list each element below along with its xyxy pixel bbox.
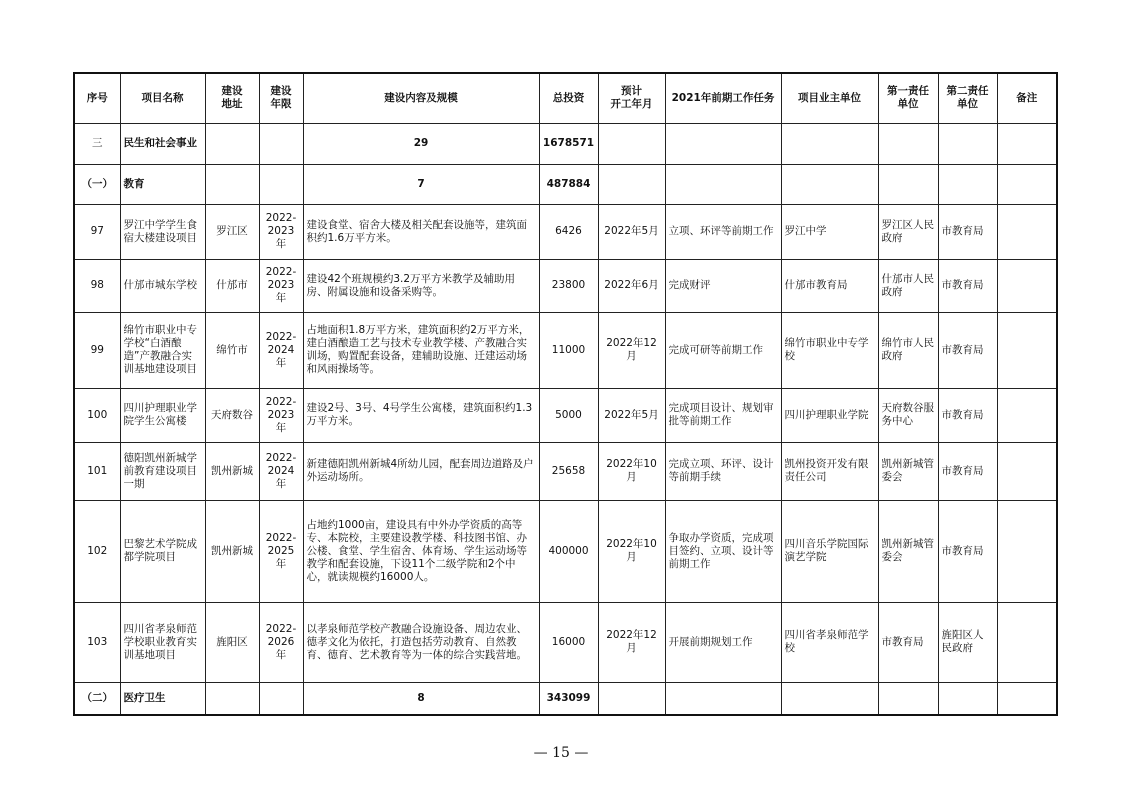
row-investment: 6426 <box>539 204 598 259</box>
subsection-seq: （一） <box>74 164 120 204</box>
section-count: 29 <box>303 123 539 164</box>
header-name: 项目名称 <box>120 73 205 123</box>
row-first: 绵竹市人民政府 <box>878 312 938 388</box>
row-period: 2022- 2024年 <box>259 442 303 500</box>
row-tasks: 完成财评 <box>665 259 781 312</box>
row-name: 巴黎艺术学院成都学院项目 <box>120 500 205 602</box>
table-row <box>74 442 1057 500</box>
row-period: 2022- 2026年 <box>259 602 303 682</box>
row-second: 市教育局 <box>938 259 997 312</box>
row-period: 2022- 2023年 <box>259 388 303 442</box>
row-owner: 罗江中学 <box>781 204 878 259</box>
row-location: 凯州新城 <box>205 442 259 500</box>
row-period: 2022- 2025年 <box>259 500 303 602</box>
row-seq: 103 <box>74 602 120 682</box>
row-content: 建设42个班规模约3.2万平方米教学及辅助用房、附属设施和设备采购等。 <box>303 259 539 312</box>
subsection-name: 教育 <box>120 164 205 204</box>
table-row <box>74 259 1057 312</box>
header-content: 建设内容及规模 <box>303 73 539 123</box>
header-row <box>74 73 1057 123</box>
row-name: 德阳凯州新城学前教育建设项目一期 <box>120 442 205 500</box>
row-start: 2022年10月 <box>598 500 665 602</box>
row-owner: 四川护理职业学院 <box>781 388 878 442</box>
table-row <box>74 388 1057 442</box>
header-first: 第一责任 单位 <box>878 73 938 123</box>
row-second: 市教育局 <box>938 388 997 442</box>
table-row <box>74 204 1057 259</box>
page-number: — 15 — <box>533 745 589 761</box>
row-first: 凯州新城管委会 <box>878 500 938 602</box>
row-period: 2022- 2023年 <box>259 259 303 312</box>
row-name: 什邡市城东学校 <box>120 259 205 312</box>
subsection-count: 8 <box>303 682 539 715</box>
row-location: 什邡市 <box>205 259 259 312</box>
section-row <box>74 123 1057 164</box>
project-table <box>73 72 1058 716</box>
row-content: 新建德阳凯州新城4所幼儿园，配套周边道路及户外运动场所。 <box>303 442 539 500</box>
row-tasks: 立项、环评等前期工作 <box>665 204 781 259</box>
row-start: 2022年10月 <box>598 442 665 500</box>
row-location: 旌阳区 <box>205 602 259 682</box>
row-content: 建设2号、3号、4号学生公寓楼，建筑面积约1.3万平方米。 <box>303 388 539 442</box>
row-owner: 四川音乐学院国际演艺学院 <box>781 500 878 602</box>
row-second: 旌阳区人民政府 <box>938 602 997 682</box>
header-location: 建设 地址 <box>205 73 259 123</box>
row-name: 四川省孝泉师范学校职业教育实训基地项目 <box>120 602 205 682</box>
row-seq: 102 <box>74 500 120 602</box>
header-remark: 备注 <box>997 73 1057 123</box>
subsection-seq: （二） <box>74 682 120 715</box>
row-name: 罗江中学学生食宿大楼建设项目 <box>120 204 205 259</box>
row-start: 2022年5月 <box>598 388 665 442</box>
header-period: 建设 年限 <box>259 73 303 123</box>
row-content: 占地面积1.8万平方米，建筑面积约2万平方米，建白酒酿造工艺与技术专业教学楼、产教融合实训场，购置配套设备，建辅助设施、迁建运动场和风雨操场等。 <box>303 312 539 388</box>
row-owner: 绵竹市职业中专学校 <box>781 312 878 388</box>
row-tasks: 争取办学资质，完成项目签约、立项、设计等前期工作 <box>665 500 781 602</box>
table-row <box>74 312 1057 388</box>
row-investment: 11000 <box>539 312 598 388</box>
row-name: 四川护理职业学院学生公寓楼 <box>120 388 205 442</box>
row-seq: 99 <box>74 312 120 388</box>
row-first: 罗江区人民政府 <box>878 204 938 259</box>
row-period: 2022- 2023年 <box>259 204 303 259</box>
subsection-row <box>74 164 1057 204</box>
row-second: 市教育局 <box>938 312 997 388</box>
row-content: 建设食堂、宿舍大楼及相关配套设施等，建筑面积约1.6万平方米。 <box>303 204 539 259</box>
row-first: 凯州新城管委会 <box>878 442 938 500</box>
subsection-row <box>74 682 1057 715</box>
row-investment: 5000 <box>539 388 598 442</box>
row-owner: 凯州投资开发有限责任公司 <box>781 442 878 500</box>
header-investment: 总投资 <box>539 73 598 123</box>
header-seq: 序号 <box>74 73 120 123</box>
row-seq: 97 <box>74 204 120 259</box>
row-content: 占地约1000亩，建设具有中外办学资质的高等专、本院校，主要建设教学楼、科技图书馆、办公楼、食堂、学生宿舍、体育场、学生运动场等教学和配套设施，下设11个二级学院和2个中心，就读规模约16000人。 <box>303 500 539 602</box>
row-start: 2022年12月 <box>598 312 665 388</box>
row-owner: 四川省孝泉师范学校 <box>781 602 878 682</box>
row-remark <box>997 388 1057 442</box>
header-second: 第二责任 单位 <box>938 73 997 123</box>
row-investment: 400000 <box>539 500 598 602</box>
row-start: 2022年6月 <box>598 259 665 312</box>
header-owner: 项目业主单位 <box>781 73 878 123</box>
row-first: 市教育局 <box>878 602 938 682</box>
row-tasks: 完成立项、环评、设计等前期手续 <box>665 442 781 500</box>
row-investment: 23800 <box>539 259 598 312</box>
row-remark <box>997 259 1057 312</box>
row-period: 2022- 2024年 <box>259 312 303 388</box>
subsection-count: 7 <box>303 164 539 204</box>
row-name: 绵竹市职业中专学校“白酒酿造”产教融合实训基地建设项目 <box>120 312 205 388</box>
row-tasks: 开展前期规划工作 <box>665 602 781 682</box>
row-remark <box>997 204 1057 259</box>
row-first: 天府数谷服务中心 <box>878 388 938 442</box>
row-first: 什邡市人民政府 <box>878 259 938 312</box>
section-seq: 三 <box>74 123 120 164</box>
subsection-name: 医疗卫生 <box>120 682 205 715</box>
row-location: 绵竹市 <box>205 312 259 388</box>
row-investment: 16000 <box>539 602 598 682</box>
row-second: 市教育局 <box>938 500 997 602</box>
row-start: 2022年12月 <box>598 602 665 682</box>
header-start: 预计 开工年月 <box>598 73 665 123</box>
row-second: 市教育局 <box>938 204 997 259</box>
row-seq: 100 <box>74 388 120 442</box>
row-remark <box>997 602 1057 682</box>
subsection-investment: 487884 <box>539 164 598 204</box>
row-remark <box>997 442 1057 500</box>
row-remark <box>997 312 1057 388</box>
row-content: 以孝泉师范学校产教融合设施设备、周边农业、德孝文化为依托，打造包括劳动教育、自然教育、德育、艺术教育等为一体的综合实践营地。 <box>303 602 539 682</box>
row-location: 罗江区 <box>205 204 259 259</box>
section-name: 民生和社会事业 <box>120 123 205 164</box>
row-remark <box>997 500 1057 602</box>
section-investment: 1678571 <box>539 123 598 164</box>
row-tasks: 完成项目设计、规划审批等前期工作 <box>665 388 781 442</box>
row-owner: 什邡市教育局 <box>781 259 878 312</box>
row-second: 市教育局 <box>938 442 997 500</box>
row-location: 凯州新城 <box>205 500 259 602</box>
row-investment: 25658 <box>539 442 598 500</box>
header-tasks: 2021年前期工作任务 <box>665 73 781 123</box>
subsection-investment: 343099 <box>539 682 598 715</box>
row-location: 天府数谷 <box>205 388 259 442</box>
row-tasks: 完成可研等前期工作 <box>665 312 781 388</box>
row-seq: 98 <box>74 259 120 312</box>
row-start: 2022年5月 <box>598 204 665 259</box>
table-row <box>74 500 1057 602</box>
row-seq: 101 <box>74 442 120 500</box>
table-row <box>74 602 1057 682</box>
